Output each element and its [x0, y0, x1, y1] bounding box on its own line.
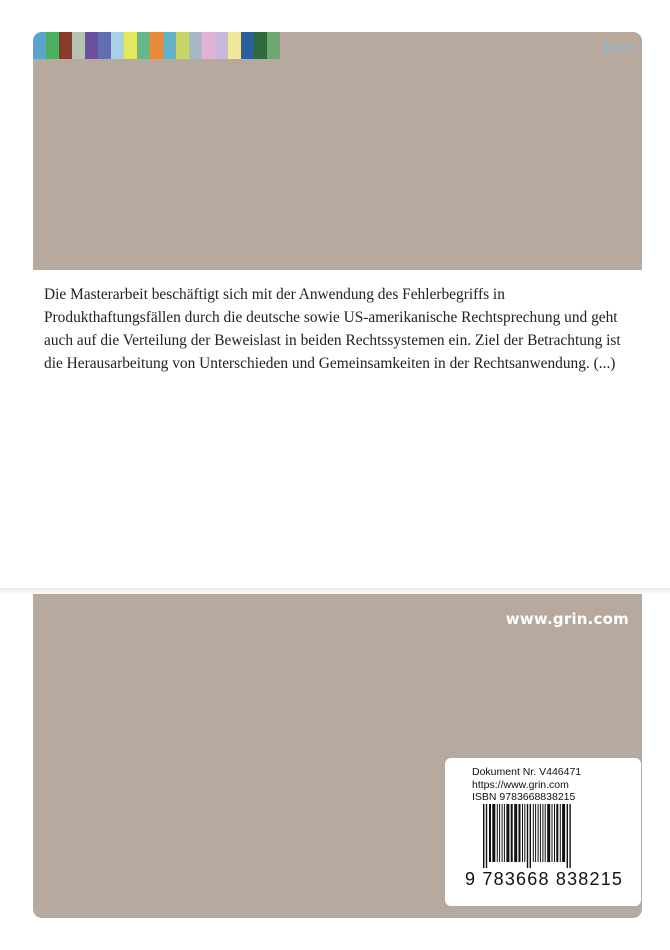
- barcode-bar: [499, 804, 500, 862]
- isbn-info: [472, 766, 581, 804]
- isbn-url[interactable]: https://www.grin.com: [472, 778, 569, 791]
- isbn-box: [445, 758, 641, 906]
- color-stripe: [267, 32, 280, 59]
- barcode-bar: [483, 804, 484, 868]
- color-stripe: [124, 32, 137, 59]
- barcode-bar: [567, 804, 568, 868]
- color-stripe: [72, 32, 85, 59]
- barcode-bar: [533, 804, 534, 862]
- color-stripe: [98, 32, 111, 59]
- color-stripe: [111, 32, 124, 59]
- barcode-bar: [562, 804, 565, 862]
- isbn-number: ISBN 9783668838215: [472, 791, 576, 803]
- color-stripe: [241, 32, 254, 59]
- barcode-bar: [504, 804, 505, 862]
- barcode-bar: [519, 804, 521, 862]
- barcode-bar: [560, 804, 561, 862]
- category-label: Jura: [604, 39, 634, 55]
- barcode-bar: [506, 804, 509, 862]
- color-stripe: [59, 32, 72, 59]
- barcode-bar: [552, 804, 553, 862]
- color-stripe: [215, 32, 228, 59]
- document-number: Dokument Nr. V446471: [472, 766, 582, 778]
- barcode-graphic: [483, 804, 629, 868]
- color-stripe: [85, 32, 98, 59]
- cover-top-panel: [33, 32, 642, 270]
- book-description: Die Masterarbeit beschäftigt sich mit der Anwendung des Fehlerbegriffs in Produkthaftungsfällen durch die deutsche sowie US-amerikanische Rechtsprechung und geht auch auf die Verteilung der Beweislast in beiden Rechtssystemen ein. Ziel der Betrachtung ist die Herausarbeitung von Unterschieden und Gemeinsamkeiten in der Rechtsanwendung. (...): [44, 286, 621, 372]
- barcode-bar: [538, 804, 539, 862]
- color-stripe: [150, 32, 163, 59]
- barcode-bar: [527, 804, 528, 868]
- publisher-url[interactable]: www.grin.com: [505, 610, 629, 628]
- barcode-bar: [530, 804, 531, 868]
- color-stripe: [228, 32, 241, 59]
- color-stripe: [46, 32, 59, 59]
- color-stripe: [33, 32, 46, 59]
- color-stripe: [176, 32, 189, 59]
- barcode-bar: [569, 804, 570, 868]
- barcode-bar: [492, 804, 495, 862]
- color-stripes: [33, 32, 280, 59]
- color-stripe: [137, 32, 150, 59]
- color-stripe: [189, 32, 202, 59]
- barcode-bar: [514, 804, 517, 862]
- barcode-bar: [556, 804, 558, 862]
- barcode-bar: [545, 804, 546, 862]
- barcode-bar: [542, 804, 543, 862]
- barcode-bar: [489, 804, 491, 862]
- barcode-bar: [497, 804, 498, 862]
- barcode-bar: [554, 804, 555, 862]
- barcode-bar: [522, 804, 523, 862]
- barcode-bar: [535, 804, 536, 862]
- color-stripe: [254, 32, 267, 59]
- barcode-bar: [524, 804, 525, 862]
- color-stripe: [163, 32, 176, 59]
- barcode-bar: [547, 804, 550, 862]
- color-stripe: [202, 32, 215, 59]
- barcode-bar: [540, 804, 541, 862]
- barcode-bar: [511, 804, 513, 862]
- barcode-bar: [486, 804, 487, 868]
- barcode-bar: [502, 804, 503, 862]
- barcode-digits: 9 783668 838215: [465, 869, 624, 889]
